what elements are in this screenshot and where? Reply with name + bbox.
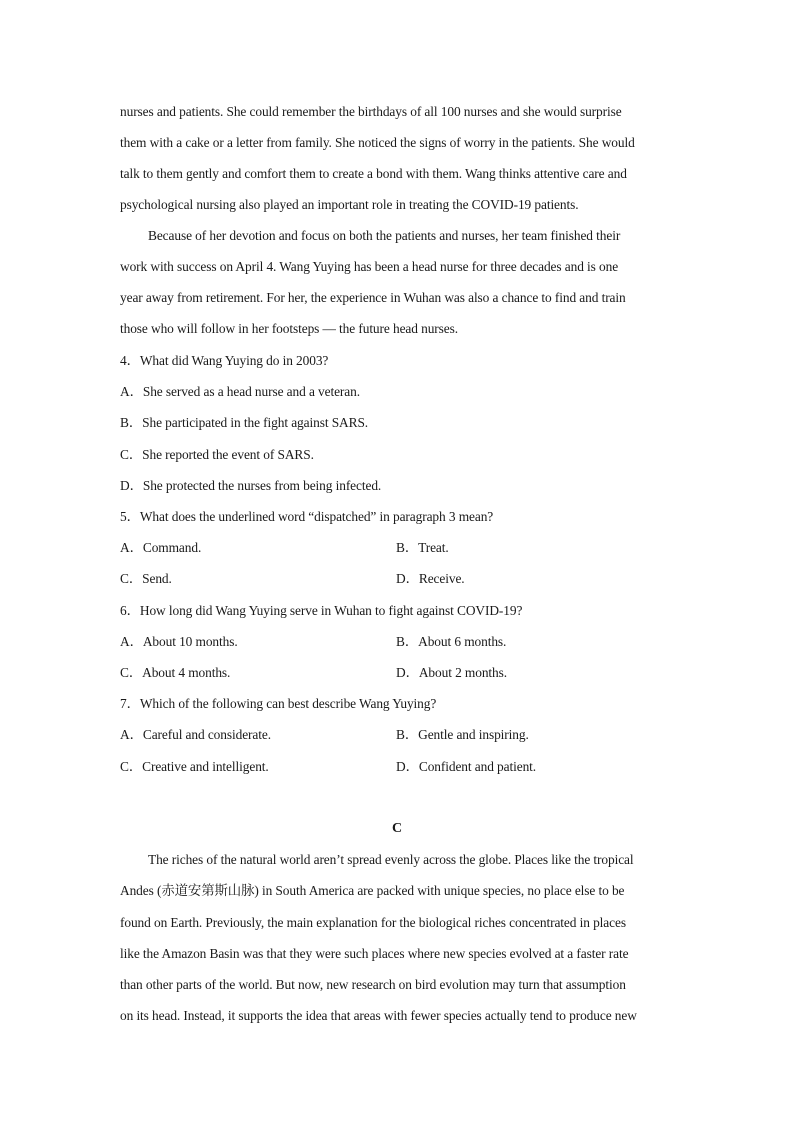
question-5-option-d: D．Receive. [396, 571, 465, 586]
passage-c-line: like the Amazon Basin was that they were such places where new species evolved at a faster rate [120, 946, 629, 961]
question-7-option-d: D．Confident and patient. [396, 759, 537, 774]
question-4-stem: 4．What did Wang Yuying do in 2003? [120, 353, 329, 368]
passage-b-line: year away from retirement. For her, the experience in Wuhan was also a chance to find and train [120, 290, 626, 305]
question-5-stem: 5．What does the underlined word “dispatched” in paragraph 3 mean? [120, 509, 494, 524]
question-6-option-d: D．About 2 months. [396, 665, 508, 680]
question-4-option-b: B．She participated in the fight against SARS. [120, 415, 369, 430]
question-5-option-c: C．Send. [120, 571, 172, 586]
passage-c-line: Andes (赤道安第斯山脉) in South America are packed with unique species, no place else to be [120, 883, 625, 898]
question-7-stem: 7．Which of the following can best describe Wang Yuying? [120, 696, 437, 711]
question-6-option-a: A．About 10 months. [120, 634, 238, 649]
passage-b-line: nurses and patients. She could remember the birthdays of all 100 nurses and she would surprise [120, 104, 622, 119]
question-5-option-a: A．Command. [120, 540, 202, 555]
question-6-stem: 6．How long did Wang Yuying serve in Wuhan to fight against COVID-19? [120, 603, 523, 618]
passage-b-line: work with success on April 4. Wang Yuying has been a head nurse for three decades and is one [120, 259, 619, 274]
question-6-option-c: C．About 4 months. [120, 665, 231, 680]
passage-b-line: those who will follow in her footsteps — the future head nurses. [120, 321, 458, 336]
passage-c-line: than other parts of the world. But now, new research on bird evolution may turn that assumption [120, 977, 626, 992]
question-7-option-c: C．Creative and intelligent. [120, 759, 269, 774]
passage-c-line: found on Earth. Previously, the main explanation for the biological riches concentrated in places [120, 915, 626, 930]
question-7-option-b: B．Gentle and inspiring. [396, 727, 529, 742]
passage-c-line: The riches of the natural world aren’t spread evenly across the globe. Places like the tropical [148, 852, 634, 867]
question-5-option-b: B．Treat. [396, 540, 449, 555]
section-title: C [391, 821, 403, 836]
question-6-option-b: B．About 6 months. [396, 634, 507, 649]
question-7-option-a: A．Careful and considerate. [120, 727, 271, 742]
passage-b-line: psychological nursing also played an important role in treating the COVID-19 patients. [120, 197, 579, 212]
question-4-option-d: D．She protected the nurses from being infected. [120, 478, 382, 493]
passage-b-line: talk to them gently and comfort them to create a bond with them. Wang thinks attentive care and [120, 166, 627, 181]
question-4-option-a: A．She served as a head nurse and a veteran. [120, 384, 360, 399]
passage-b-line: Because of her devotion and focus on both the patients and nurses, her team finished their [148, 228, 621, 243]
passage-b-line: them with a cake or a letter from family. She noticed the signs of worry in the patients. She would [120, 135, 635, 150]
passage-c-line: on its head. Instead, it supports the idea that areas with fewer species actually tend to produce new [120, 1008, 637, 1023]
question-4-option-c: C．She reported the event of SARS. [120, 447, 314, 462]
